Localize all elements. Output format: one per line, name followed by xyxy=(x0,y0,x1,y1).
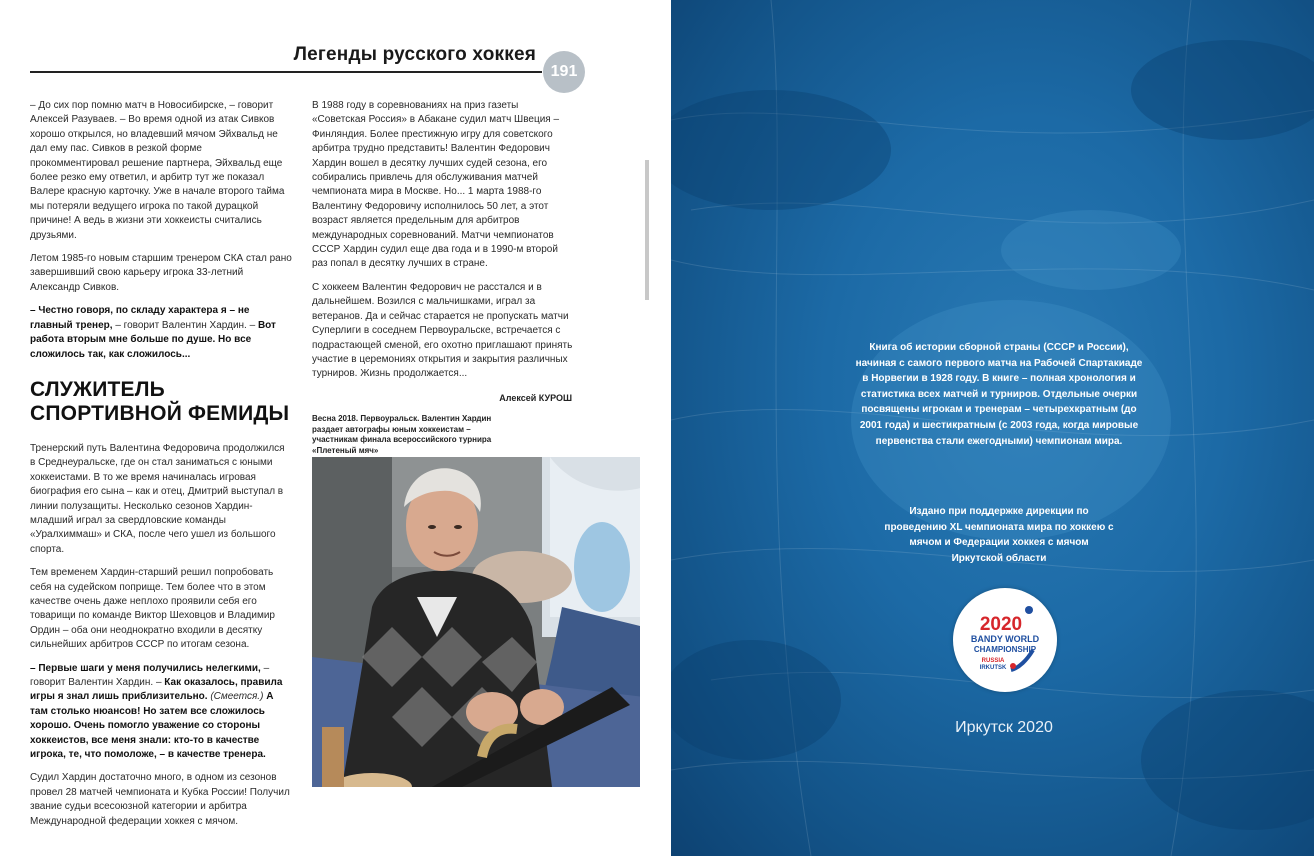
publisher-support-note: Издано при поддержке дирекции по проведению XL чемпионата мира по хоккею с мячом и Федерации хоккея с мячом Иркутской области xyxy=(884,506,1114,564)
logo-line3: RUSSIA xyxy=(981,658,1005,664)
bandy-championship-emblem xyxy=(953,588,1057,692)
logo-line2: CHAMPIONSHIP xyxy=(973,645,1037,654)
city-year: Иркутск 2020 xyxy=(955,719,1053,736)
attribution-text: – говорит Валентин Хардин. – xyxy=(30,662,270,688)
page-gutter xyxy=(640,0,670,856)
aside-text: (Смеется.) xyxy=(207,691,267,703)
right-text-column xyxy=(312,99,574,405)
quote-text: – Честно говоря, по складу характера я – не главный тренер, xyxy=(30,305,250,331)
logo-year: 2020 xyxy=(979,614,1023,635)
page-number-badge: 191 xyxy=(543,51,585,93)
championship-logo xyxy=(953,588,1057,692)
paragraph: Летом 1985-го новым старшим тренером СКА стал рано завершивший свою карьеру игрока 33-летний Александр Сивков. xyxy=(30,253,292,293)
author-byline: Алексей КУРОШ xyxy=(499,392,572,403)
left-page xyxy=(0,0,640,856)
logo-line1: BANDY WORLD xyxy=(970,634,1040,644)
paragraph: Тем временем Хардин-старший решил попробовать себя на судейском поприще. Тем более что в этом качестве очень даже неплохо проявили себя его товарищи по команде Виктор Шеховцов и Владимир Ордин – оба они неоднократно входили в десятку сильнейших арбитров СССР по итогам сезона. xyxy=(30,567,275,651)
quote-text: Вот работа вторым мне больше по душе. Но все сложилось так, как сложилось... xyxy=(30,319,276,360)
quote-paragraph xyxy=(30,662,292,763)
quote-paragraph xyxy=(30,304,292,362)
quote-text: – Первые шаги у меня получились нелегкими, xyxy=(30,662,261,674)
logo-line4: IRKUTSK xyxy=(979,665,1007,671)
paragraph: Судил Хардин достаточно много, в одном из сезонов провел 28 матчей чемпионата и Кубка России! Получил звание судьи всесоюзной категории и арбитра Международной федерации хоккея с мячом. xyxy=(30,772,290,827)
running-header-title: Легенды русского хоккея xyxy=(293,44,536,65)
section-heading: СЛУЖИТЕЛЬ СПОРТИВНОЙ ФЕМИДЫ xyxy=(30,377,290,425)
book-description: Книга об истории сборной страны (СССР и России), начиная с самого первого матча на Рабочей Спартакиаде в Норвегии в 1928 году. В книге – полная хронология и статистика всех матчей и турниров. Отдельные очерки посвящены игрокам и тренерам – четырехкратным (до 2001 года) и шестикратным (с 2003 года, когда мировые первенства стали ежегодными) чемпионам мира. xyxy=(855,342,1143,447)
quote-text: А там столько нюансов! Но затем все сложилось хорошо. Очень помогло уважение со стороны хоккеистов, все меня знали: кто-то в качестве игрока, те, что помоложе, – в качестве тренера. xyxy=(30,691,274,761)
article-photo xyxy=(312,457,640,787)
paragraph: В 1988 году в соревнованиях на приз газеты «Советская Россия» в Абакане судил матч Швеция – Финляндия. Более престижную игру для советского арбитра трудно представить! Валентин Федорович Хардин вошел в десятку лучших судей сезона, его собирались привлечь для обслуживания матчей чемпионата мира в Москве. Но... 1 марта 1988-го Валентину Федоровичу исполнилось 50 лет, а этот возраст является предельным для арбитров международных соревнований. Матчи чемпионатов СССР Хардин судил еще два года и в 1990-м второй раз попал в десятку лучших в стране. xyxy=(312,100,560,270)
photo-illustration xyxy=(312,457,640,787)
quote-text: Как оказалось, правила игры я знал лишь приблизительно. xyxy=(30,677,283,703)
paragraph: С хоккеем Валентин Федорович не расстался и в дальнейшем. Возился с мальчишками, играл за ветеранов. Да и сейчас старается не пропускать матчи Суперлиги в соседнем Первоуральске, встречается с подрастающей сменой, его охотно приглашают принять участие в церемониях открытия и закрытия различных турниров. Жизнь продолжается... xyxy=(312,281,573,380)
paragraph: Тренерский путь Валентина Федоровича продолжился в Среднеуральске, где он стал заниматься с юными хоккеистами. В то же время начиналась игровая биография его сына – как и отец, Дмитрий выступал в линии полузащиты. Несколько сезонов Хардин-младший играл за свердловские команды «Уралхиммаш» и СКА, после чего ушел из большого спорта. xyxy=(30,442,285,555)
left-text-column xyxy=(30,99,292,838)
photo-caption: Весна 2018. Первоуральск. Валентин Хардин раздает автографы юным хоккеистам – участникам финала всероссийского турнира «Плетеный мяч» xyxy=(312,414,492,455)
paragraph: – До сих пор помню матч в Новосибирске, – говорит Алексей Разуваев. – Во время одной из атак Сивков хорошо открылся, но владевший мячом Эйхвальд не дал ему пас. Сивков в резкой форме прокомментировал решение партнера, Эйхвальд еще более резко ему ответил, и арбитр тут же показал Валере красную карточку. Уже в начале второго тайма мы потеряли ведущего игрока по такой дурацкой причине! А ведь в жизни эти хоккеисты считались друзьями. xyxy=(30,100,285,241)
page-edge-marker xyxy=(645,160,649,300)
back-cover xyxy=(671,0,1314,856)
attribution-text: – говорит Валентин Хардин. – xyxy=(112,319,258,331)
header-rule xyxy=(30,71,542,73)
